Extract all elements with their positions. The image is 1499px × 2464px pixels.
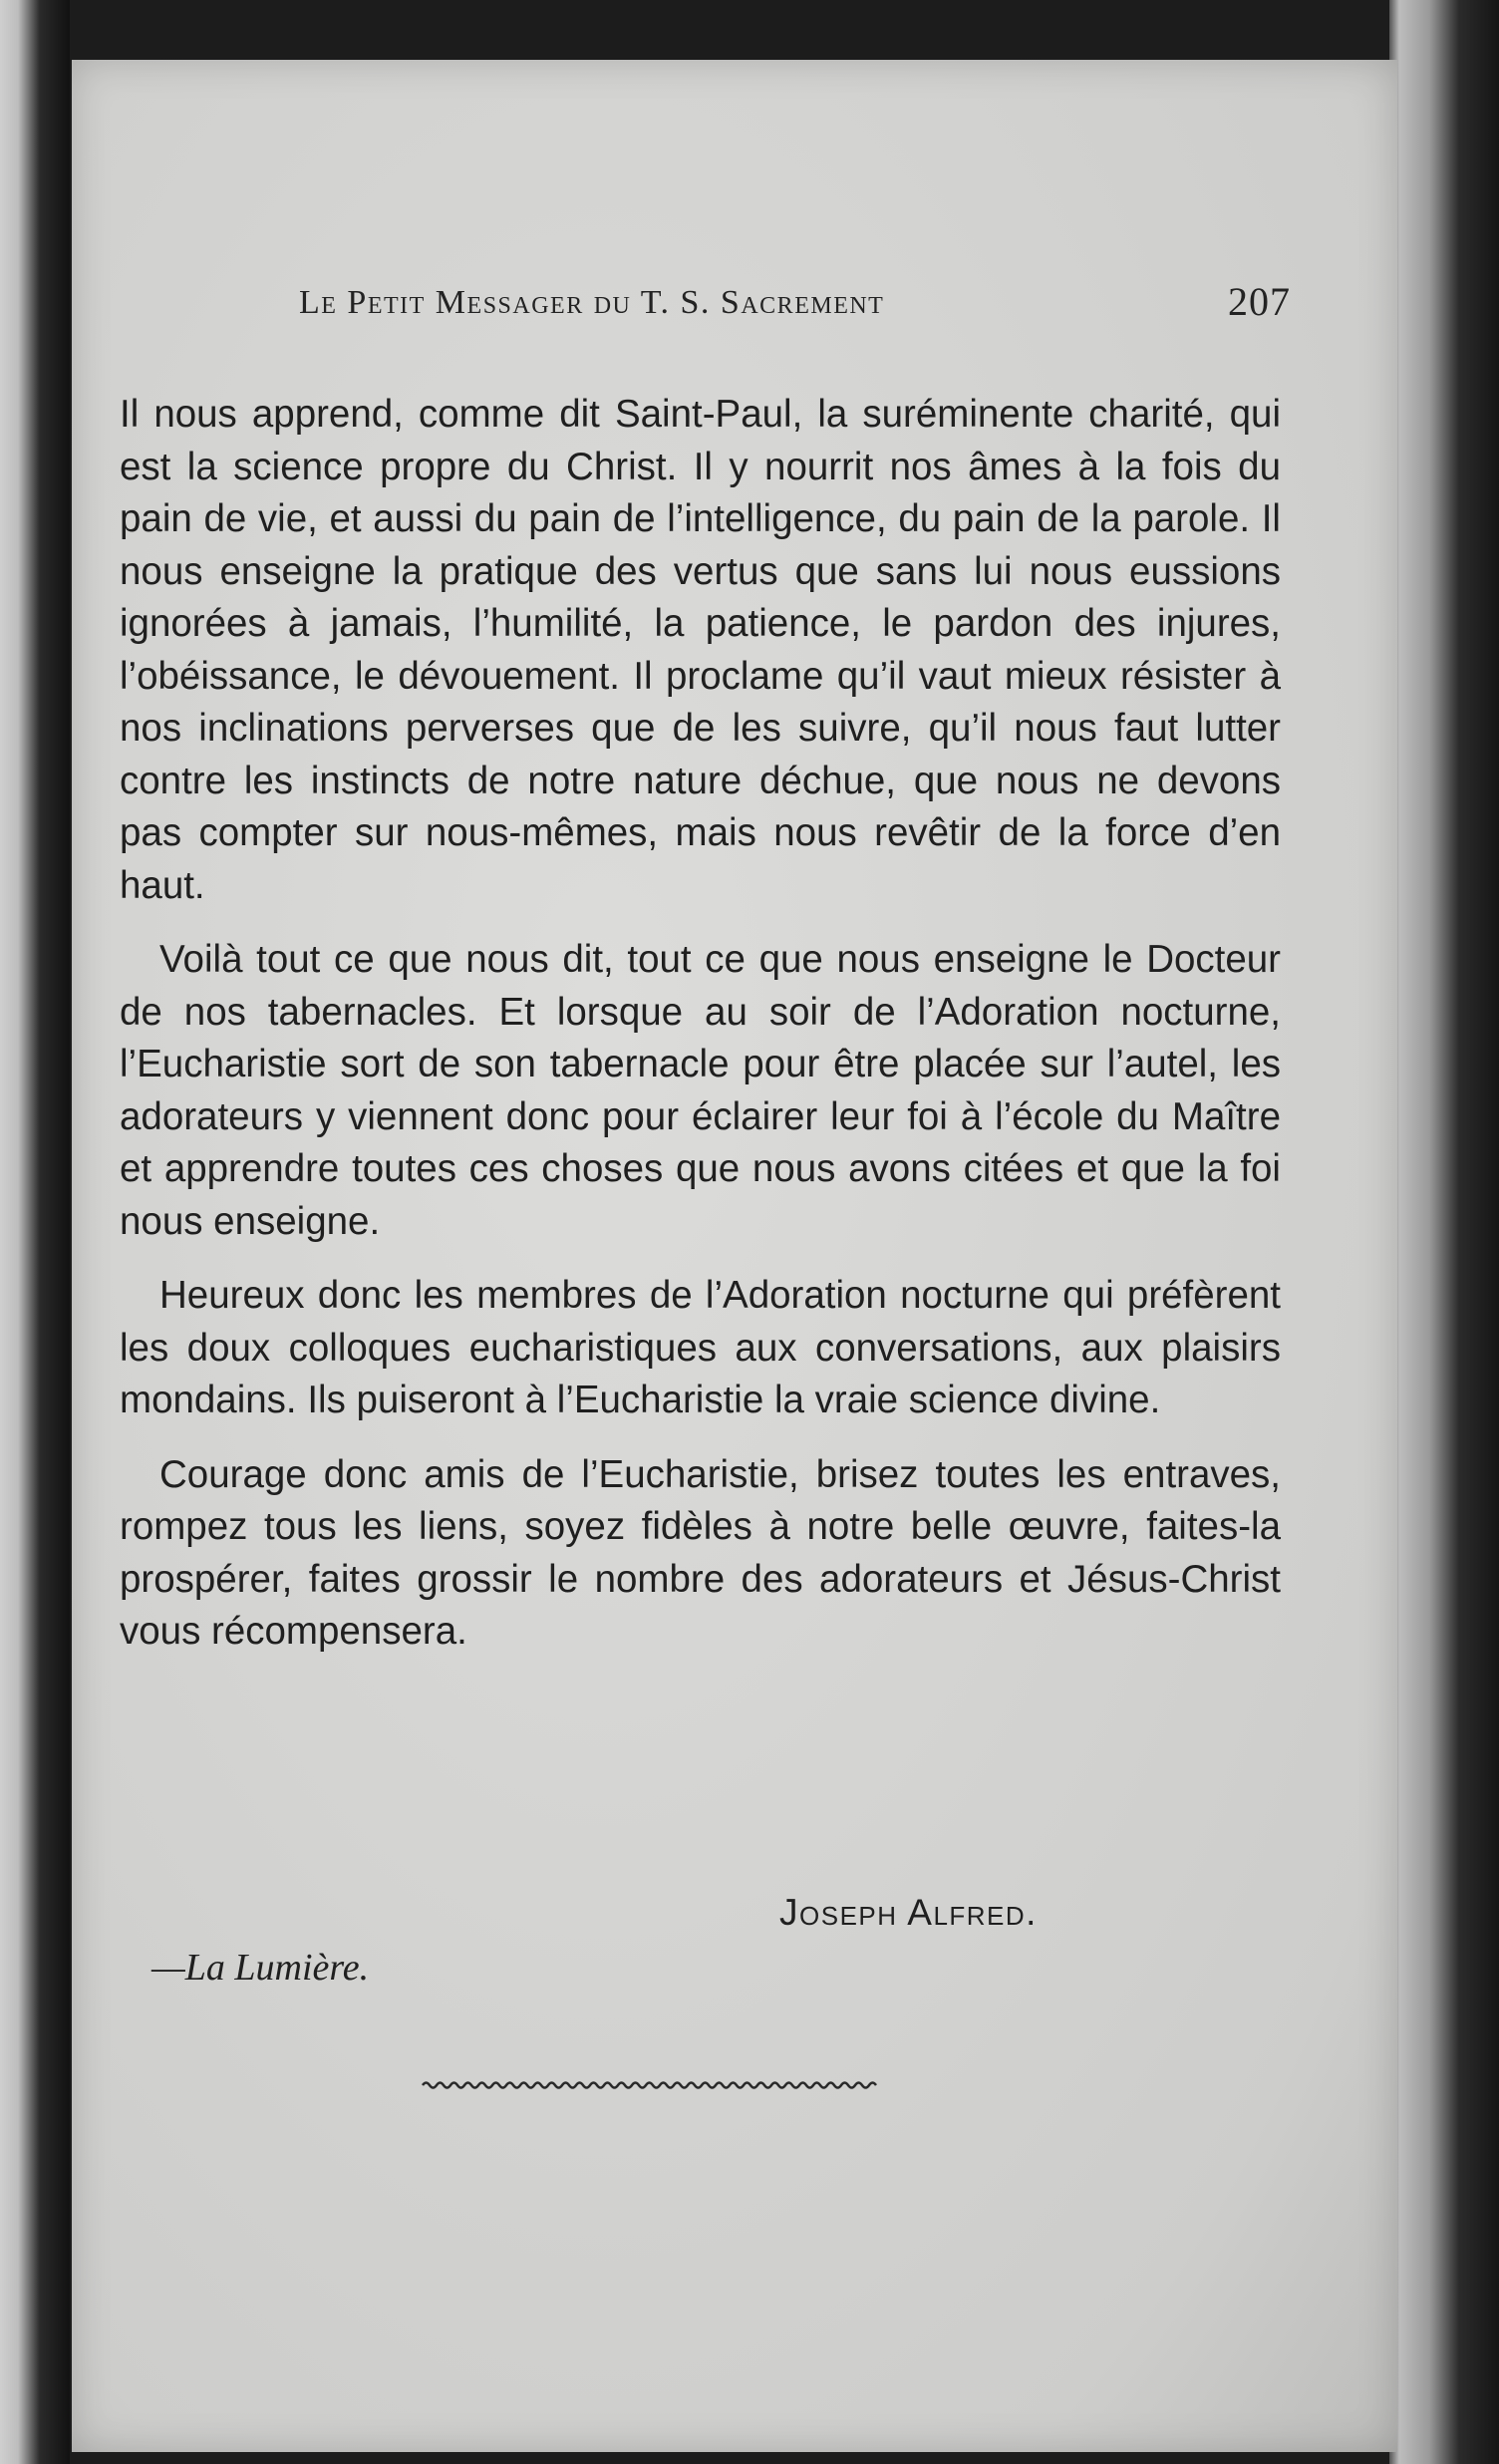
binding-gutter bbox=[0, 0, 70, 2464]
book-page bbox=[72, 60, 1397, 2452]
paragraph-1: Il nous apprend, comme dit Saint-Paul, la suréminente charité, qui est la science propre du Christ. Il y nourrit nos âmes à la fois du pain de vie, et aussi du pain de l’intelligence, du pain de la parole. Il nous enseigne la pratique des vertus que sans lui nous eussions ignorées à jamais, l’humilité, la patience, le pardon des injures, l’obéissance, le dévouement. Il proclame qu’il vaut mieux résister à nos inclinations perverses que de les suivre, qu’il nous faut lutter contre les instincts de notre nature déchue, que nous ne devons pas compter sur nous-mêmes, mais nous revêtir de la force d’en haut. bbox=[120, 393, 1281, 907]
article-body bbox=[120, 389, 1281, 1681]
running-title: Le Petit Messager du T. S. Sacrement bbox=[299, 284, 885, 321]
page-header bbox=[299, 264, 1291, 334]
paragraph-3: Heureux donc les membres de l’Adoration nocturne qui préfèrent les doux colloques eucharistiques aux conversations, aux plaisirs mondains. Ils puiseront à l’Eucharistie la vraie science divine. bbox=[120, 1274, 1281, 1421]
author-signature: Joseph Alfred. bbox=[779, 1892, 1038, 1933]
page-stack-edge bbox=[1389, 0, 1499, 2464]
paragraph-4: Courage donc amis de l’Eucharistie, brisez toutes les entraves, rompez tous les liens, soyez fidèles à notre belle œuvre, faites-la prospérer, faites grossir le nombre des adorateurs et Jésus-Christ vous récompensera. bbox=[120, 1452, 1281, 1653]
wavy-divider-ornament bbox=[421, 2073, 879, 2097]
page-number: 207 bbox=[1228, 279, 1291, 324]
paragraph-2: Voilà tout ce que nous dit, tout ce que nous enseigne le Docteur de nos tabernacles. Et lorsque au soir de l’Adoration nocturne, l’Eucharistie sort de son tabernacle pour être placée sur l’autel, les adorateurs y viennent donc pour éclairer leur foi à l’école du Maître et apprendre toutes ces choses que nous avons citées et que la foi nous enseigne. bbox=[120, 938, 1281, 1243]
source-citation: —La Lumière. bbox=[151, 1947, 370, 1989]
